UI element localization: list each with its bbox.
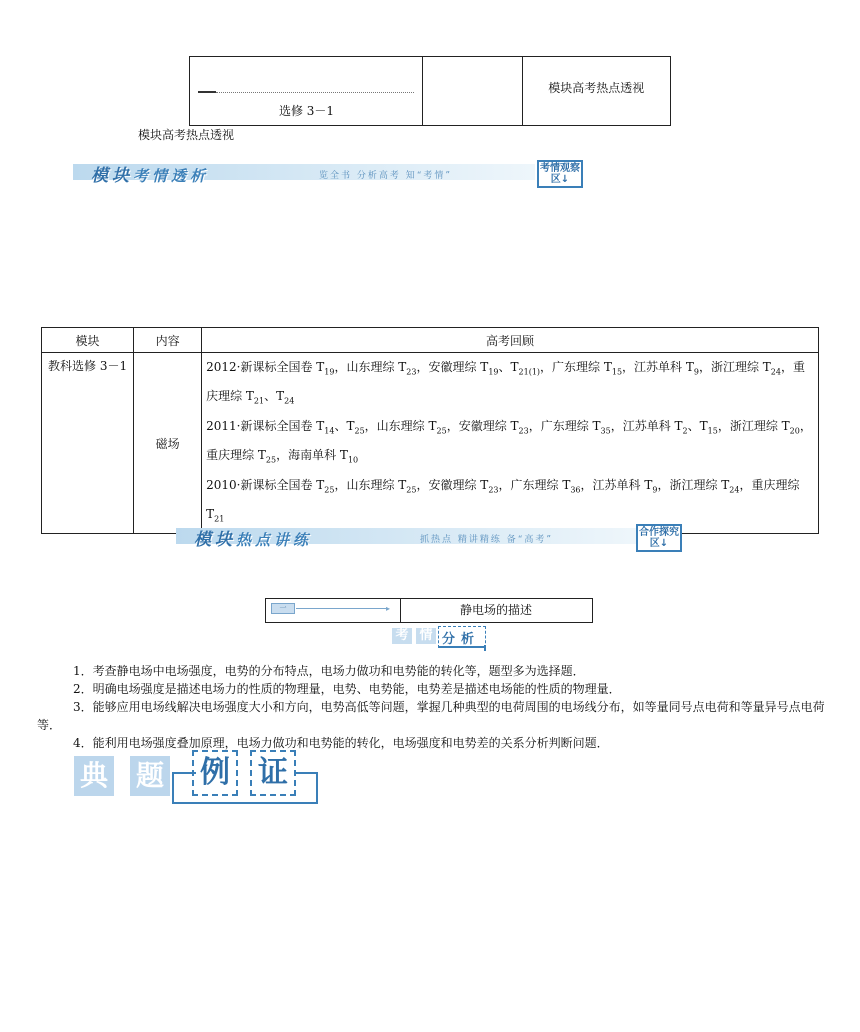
review-line: 庆理综 $T_{21}$、$T_{24}$ <box>206 389 295 406</box>
dash-bar-icon <box>198 91 216 93</box>
point-item: 2．明确电场强度是描述电场力的性质的物理量，电势、电势能，电势差是描述电场能的性质的物理量． <box>73 682 621 696</box>
module-cell: 教科选修 3－1 <box>42 353 134 534</box>
sub-char: 考 <box>392 628 412 644</box>
arrow-line <box>296 608 388 609</box>
top-middle-cell <box>423 57 523 126</box>
sub-frame-tail <box>462 645 486 651</box>
review-line: 重庆理综 $T_{25}$，海南单科 $T_{10}$ <box>206 448 359 465</box>
review-line: $T_{21}$ <box>206 506 225 524</box>
banner-slogan: 览全书 分析高考 知“考情” <box>319 171 452 181</box>
section-title: 静电场的描述 <box>459 603 532 617</box>
analysis-subheader <box>392 626 492 648</box>
review-line: 2011·新课标全国卷 $T_{14}$、$T_{25}$，山东理综 $T_{25}$，安徽理综 $T_{23}$，广东理综 $T_{35}$，江苏单科 $T_2$、$T_{15}$，浙江理综 $T_{20}$， <box>206 418 812 436</box>
header-review: 高考回顾 <box>202 328 819 353</box>
banner-hotspot-practice <box>176 524 686 548</box>
example-char-highlight: 证 <box>250 750 296 796</box>
content-cell: 磁场 <box>134 353 202 534</box>
arrow-right-icon: ▸ <box>386 604 391 613</box>
example-char: 题 <box>130 756 170 796</box>
sub-chars-highlight: 分析 <box>442 632 481 647</box>
header-content: 内容 <box>134 328 202 353</box>
section-tag: 一 <box>271 603 295 614</box>
top-right-cell: 模块高考热点透视 <box>522 57 670 126</box>
example-header <box>74 750 320 806</box>
banner-title: 模块考情透析 <box>91 166 210 186</box>
section-tag-cell <box>266 599 401 622</box>
review-cell <box>202 353 819 534</box>
sub-caption: 模块高考热点透视 <box>138 128 235 142</box>
banner-slogan: 抓热点 精讲精练 备“高考” <box>420 535 553 545</box>
sub-char: 情 <box>416 628 436 644</box>
banner-badge: 考情观察区↓ <box>537 160 583 188</box>
example-frame <box>172 772 318 804</box>
module-label: 选修 3－1 <box>278 104 335 118</box>
analysis-points <box>37 662 827 752</box>
header-module: 模块 <box>42 328 134 353</box>
review-line: 2010·新课标全国卷 $T_{25}$，山东理综 $T_{25}$，安徽理综 $T_{23}$，广东理综 $T_{36}$，江苏单科 $T_9$，浙江理综 $T_{24}$，重庆理综 <box>206 477 800 494</box>
point-item: 3．能够应用电场线解决电场强度大小和方向，电势高低等问题，掌握几种典型的电荷周围的电场线分布，如等量同号点电荷和等量异号点电荷等． <box>37 700 825 732</box>
point-item: 1．考查静电场中电场强度，电势的分布特点，电场力做功和电势能的转化等，题型多为选择题． <box>73 664 585 678</box>
point-item: 4．能利用电场强度叠加原理，电场力做功和电势能的转化，电场强度和电势差的关系分析判断问题． <box>73 736 609 750</box>
example-char: 典 <box>74 756 114 796</box>
banner-badge: 合作探究区↓ <box>636 524 682 552</box>
top-left-cell <box>190 57 423 126</box>
connector-line <box>296 772 318 774</box>
banner-title: 模块热点讲练 <box>194 530 313 550</box>
dotted-rule <box>216 92 414 93</box>
review-line: 2012·新课标全国卷 $T_{19}$，山东理综 $T_{23}$，安徽理综 $T_{19}$、$T_{21(1)}$，广东理综 $T_{15}$，江苏单科 $T_9$，浙江理综 $T_{24}$，重 <box>206 360 805 377</box>
example-char-highlight: 例 <box>192 750 238 796</box>
review-table <box>41 327 819 534</box>
banner-exam-analysis <box>73 160 585 184</box>
top-header-table <box>189 56 671 126</box>
section-header <box>265 598 593 623</box>
